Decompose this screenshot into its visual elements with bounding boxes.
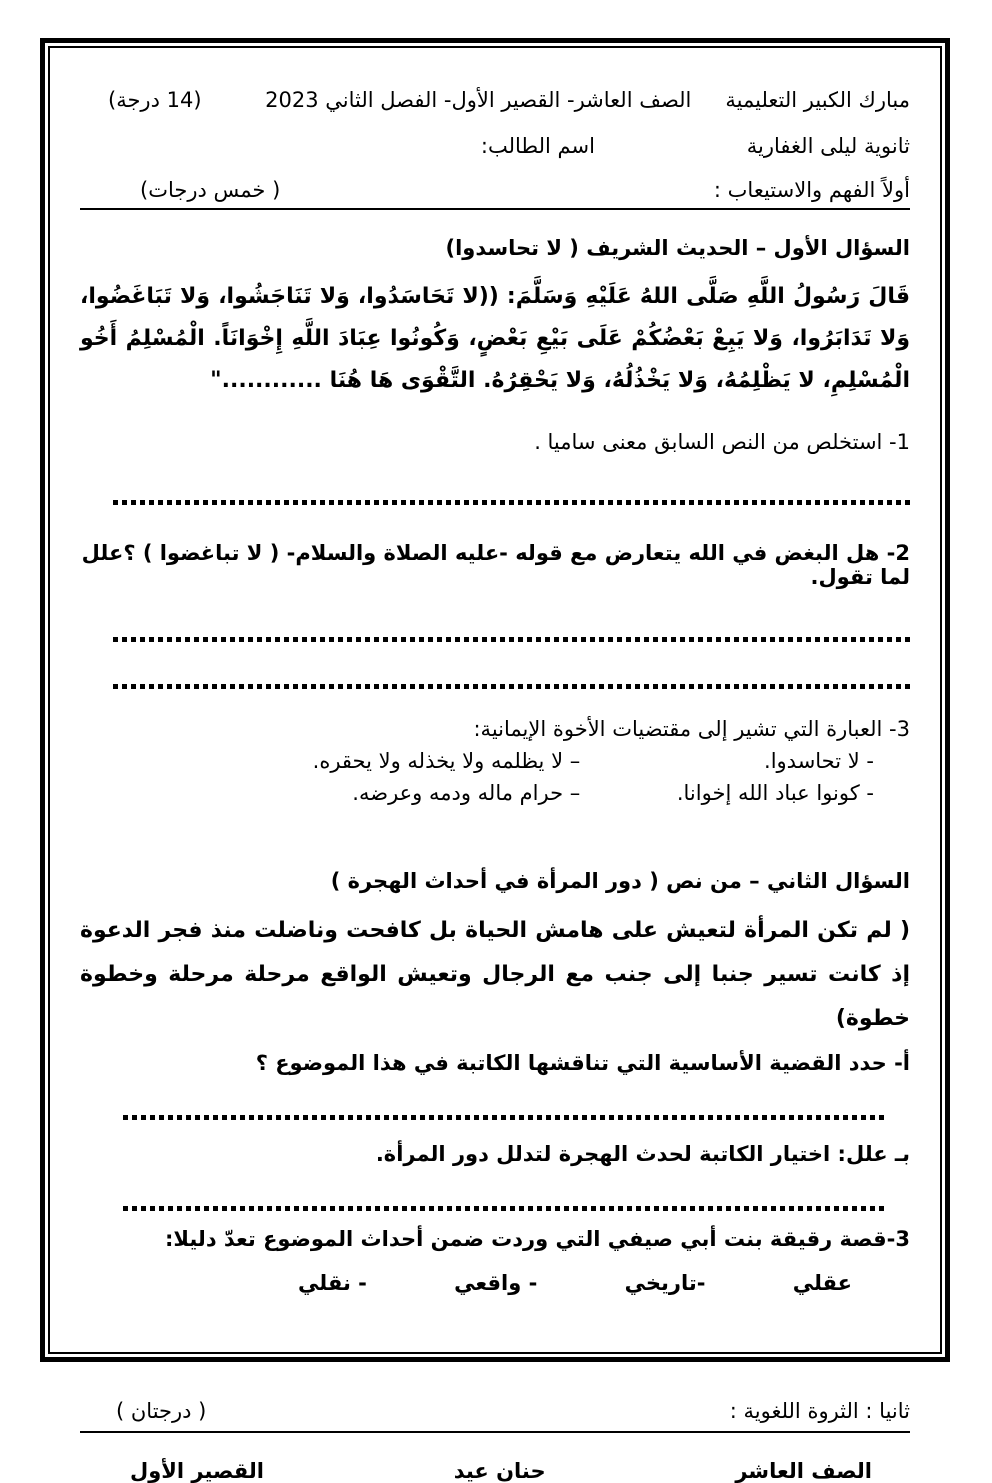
school-name: ثانوية ليلى الغفارية (746, 134, 910, 158)
option-naqli: - نقلي (298, 1271, 367, 1295)
answer-line (113, 684, 910, 689)
hadith-text: قَالَ رَسُولُ اللَّهِ صَلَّى اللهُ عَلَيْهِ وَسَلَّمَ: ((لا تَحَاسَدُوا، وَلا تَنَاجَشُوا، وَلا تَبَاغَضُوا، وَلا تَدَابَرُوا، وَلا يَبِعْ بَعْضُكُمْ عَلَى بَيْعِ بَعْضٍ، وَكُونُوا عِبَادَ اللَّهِ إِخْوَانَاً. الْمُسْلِمُ أَخُو الْمُسْلِمِ، لا يَظْلِمُهُ، وَلا يَخْذُلُهُ، وَلا يَحْقِرُهُ. التَّقْوَى هَا هُنَا ............" (80, 284, 910, 393)
page-border (40, 38, 950, 1483)
answer-line (113, 500, 910, 505)
question1-item1: 1- استخلص من النص السابق معنى ساميا . (534, 430, 910, 454)
header-right-group (265, 88, 910, 112)
option-haram-maluhu: – حرام ماله ودمه وعرضه. (352, 781, 581, 805)
question2-item-a: أ- حدد القضية الأساسية التي تناقشها الكاتبة في هذا الموضوع ؟ (255, 1051, 910, 1075)
option-kunu-ibadallah: - كونوا عباد الله إخوانا. (676, 781, 874, 805)
question2-item-b: بـ علل: اختيار الكاتبة لحدث الهجرة لتدلل دور المرأة. (375, 1142, 910, 1166)
option-tarikhi: -تاريخي (624, 1271, 706, 1295)
question1-options-row1 (80, 749, 910, 773)
answer-line (113, 637, 910, 642)
footer-grade: الصف العاشر (735, 1459, 872, 1483)
page-footer (80, 1459, 910, 1483)
student-name-label: اسم الطالب: (480, 134, 595, 158)
section2-title: ثانيا : الثروة اللغوية : (729, 1399, 910, 1423)
district-name: مبارك الكبير التعليمية (725, 88, 910, 112)
section2-marks: ( درجتان ) (116, 1399, 207, 1423)
question1-item2: 2- هل البغض في الله يتعارض مع قوله -عليه الصلاة والسلام- ( لا تباغضوا ) ؟علل لما تقول. (81, 541, 910, 589)
question1-item3: 3- العبارة التي تشير إلى مقتضيات الأخوة الإيمانية: (473, 717, 910, 741)
exam-page (48, 46, 942, 1483)
question1-options-row2 (80, 781, 910, 805)
question2-passage: ( لم تكن المرأة لتعيش على هامش الحياة بل كافحت وناضلت منذ فجر الدعوة إذ كانت تسير جنبا إلى جنب مع الرجال وتعيش الواقع مرحلة مرحلة وخطوة خطوة) (80, 918, 910, 1031)
section1-header (80, 178, 910, 210)
header-line-1 (80, 88, 910, 112)
answer-line (120, 1206, 884, 1211)
option-la-yazlimuhu: – لا يظلمه ولا يخذله ولا يحقره. (312, 749, 581, 773)
question1-title: السؤال الأول – الحديث الشريف ( لا تحاسدوا) (445, 236, 910, 260)
option-aqli: عقلي (792, 1271, 852, 1295)
option-waqii: - واقعي (454, 1271, 538, 1295)
section1-marks: ( خمس درجات) (140, 178, 281, 202)
question2-item-3: 3-قصة رقيقة بنت أبي صيفي التي وردت ضمن أحداث الموضوع تعدّ دليلا: (165, 1227, 910, 1251)
answer-line (120, 1115, 884, 1120)
question2-options (298, 1271, 852, 1295)
section2-header (80, 1399, 910, 1433)
footer-exam: القصير الأول (130, 1459, 264, 1483)
header-line-2 (80, 134, 910, 158)
option-la-tahasadu: - لا تحاسدوا. (764, 749, 874, 773)
total-marks: (14 درجة) (108, 88, 202, 112)
section1-title: أولاً الفهم والاستيعاب : (713, 178, 910, 202)
question2-title: السؤال الثاني – من نص ( دور المرأة في أحداث الهجرة ) (330, 869, 910, 893)
exam-info: الصف العاشر- القصير الأول- الفصل الثاني 2023 (265, 88, 692, 112)
footer-teacher: حنان عيد (453, 1459, 546, 1483)
